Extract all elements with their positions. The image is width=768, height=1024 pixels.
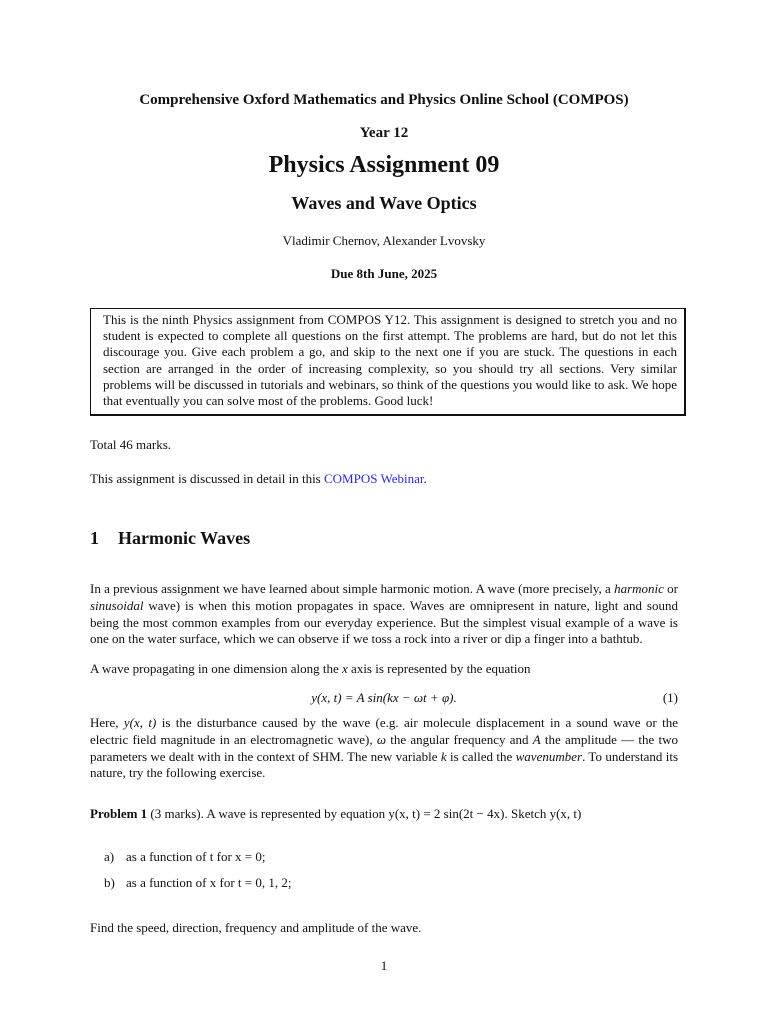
section-number: 1 (90, 528, 99, 548)
text-run: Here, (90, 715, 124, 730)
emphasis-wavenumber: wavenumber (515, 748, 583, 764)
emphasis-harmonic: harmonic (614, 581, 664, 596)
paragraph-wave-equation-intro (90, 661, 678, 678)
text-run: is called the (446, 748, 516, 764)
webinar-link[interactable]: COMPOS Webinar (324, 471, 424, 486)
text-run: In a previous assignment we have learned about simple harmonic motion. A wave (more precisely, a (90, 581, 615, 596)
page-number: 1 (380, 958, 388, 973)
math-omega: ω (376, 731, 387, 747)
text-run: wave) is when this motion propagates in space. Waves are omnipresent in nature, light and sound being the most common examples from our everyday experience. But the simplest visual example of a wave is one on the water surface, which we can observe if we toss a rock into a river or dip a finger into a bathtub. (90, 597, 678, 647)
total-marks: Total 46 marks. (90, 437, 172, 452)
equation-text: y(x, t) = A sin(kx − ωt + φ). (311, 690, 457, 705)
text-run: the angular frequency and (386, 731, 533, 747)
intro-box: This is the ninth Physics assignment from COMPOS Y12. This assignment is designed to stretch you and no student is expected to complete all questions on the first attempt. The problems are hard, but do not let this discourage you. Give each problem a go, and skip to the next one if you are stuck. The questions in each section are arranged in the order of increasing complexity, so you should try all sections. Very similar problems will be discussed in tutorials and webinars, so think of the questions you would like to ask. We hope that eventually you can solve most of the problems. Good luck! (90, 308, 686, 416)
problem-marks: (3 marks). (147, 806, 204, 821)
list-item-text: as a function of x for t = 0, 1, 2; (126, 875, 292, 890)
text-run: is the disturbance caused by the wave (e.g. air molecule displacement in a sound wave or the electric field magnitude in an electromagnetic wave), (90, 715, 678, 747)
list-item-label: a) (104, 849, 115, 864)
list-item (104, 849, 265, 865)
paragraph-wave-parameters (90, 715, 678, 782)
text-run: axis is represented by the equation (347, 661, 531, 676)
section-heading (90, 528, 250, 549)
text-run: A wave propagating in one dimension along the (90, 661, 343, 676)
list-item-label: b) (104, 875, 115, 890)
equation-number: (1) (662, 690, 678, 705)
equation-body (90, 690, 678, 706)
problem-text: A wave is represented by equation y(x, t) = 2 sin(2t − 4x). Sketch y(x, t) (203, 806, 582, 821)
math-a: A (532, 731, 541, 747)
webinar-suffix: . (423, 471, 427, 486)
math-x: x (342, 661, 348, 676)
page-subtitle: Waves and Wave Optics (291, 193, 477, 213)
webinar-line (90, 471, 678, 488)
final-question: Find the speed, direction, frequency and amplitude of the wave. (90, 920, 422, 935)
authors: Vladimir Chernov, Alexander Lvovsky (282, 233, 486, 248)
math-yxt: y(x, t) (123, 715, 157, 730)
emphasis-sinusoidal: sinusoidal (90, 597, 144, 613)
list-item (104, 875, 291, 891)
text-run: or (663, 581, 678, 596)
page-title: Physics Assignment 09 (268, 152, 500, 178)
year-label: Year 12 (359, 125, 409, 141)
section-title: Harmonic Waves (118, 528, 251, 548)
due-date: Due 8th June, 2025 (330, 266, 438, 281)
problem-1 (90, 806, 678, 823)
text-run: the amplitude — the two parameters we dealt with in the context of SHM. The new variable (90, 731, 678, 764)
problem-label: Problem 1 (90, 806, 148, 821)
math-k: k (440, 748, 447, 764)
school-name: Comprehensive Oxford Mathematics and Physics Online School (COMPOS) (139, 92, 629, 108)
paragraph-intro-waves (90, 581, 678, 648)
webinar-prefix: This assignment is discussed in detail in this (90, 471, 324, 486)
text-run: . To understand its nature, try the following exercise. (90, 748, 678, 781)
list-item-text: as a function of t for x = 0; (126, 849, 266, 864)
